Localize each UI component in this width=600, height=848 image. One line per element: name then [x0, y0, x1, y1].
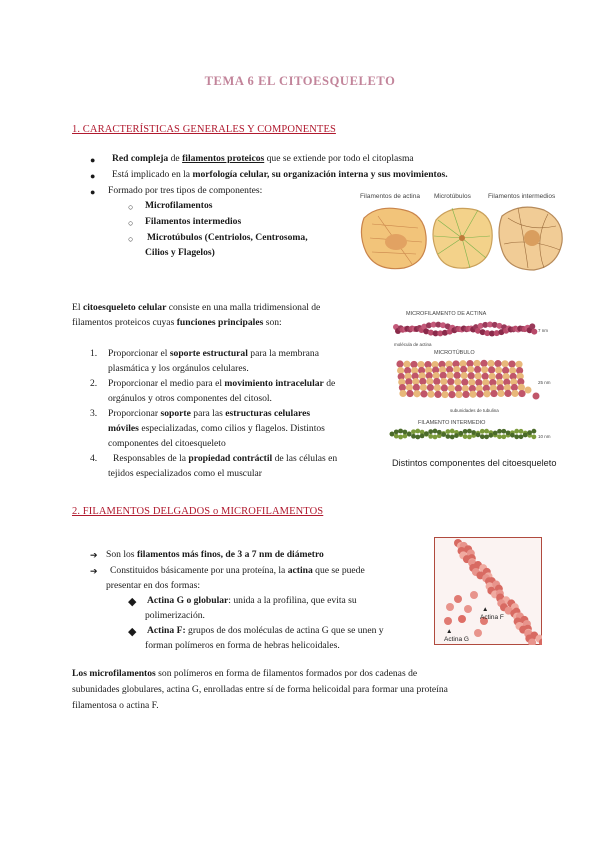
tubulin-subunit	[448, 391, 455, 398]
tubulin-subunit	[461, 372, 468, 379]
cell-types-figure	[358, 188, 566, 288]
list-item-1-cont: plasmática y los orgánulos celulares.	[108, 363, 249, 374]
tubulin-subunit	[525, 387, 532, 394]
intermediate-subunit	[450, 435, 455, 440]
intermediate-subunit	[411, 429, 416, 434]
intermediate-subunit	[532, 434, 537, 439]
list-item-3-cont2: componentes del citoesqueleto	[108, 438, 226, 449]
intermediate-subunit	[501, 429, 506, 434]
tubulin-subunit	[508, 360, 515, 367]
intermediate-subunit	[398, 435, 403, 440]
tubulin-subunit	[501, 360, 508, 367]
tubulin-subunit	[518, 384, 525, 391]
nucleus	[385, 234, 407, 250]
tubulin-subunit	[518, 390, 525, 397]
tubulin-subunit	[494, 360, 501, 367]
svg-text:subunidades de tubulina: subunidades de tubulina	[450, 408, 499, 413]
closing-paragraph-line2: subunidades globulares, actina G, enrolladas entre sí de forma helicoidal para formar una proteína	[72, 684, 448, 695]
list-item-1: Proporcionar el soporte estructural para la membrana	[108, 348, 319, 359]
tubulin-subunit	[427, 384, 434, 391]
intermediate-subunit	[450, 429, 455, 434]
tubulin-subunit	[441, 391, 448, 398]
tubulin-subunit	[440, 372, 447, 379]
bullet-icon: ●	[90, 187, 96, 197]
tubulin-subunit	[490, 390, 497, 397]
actin-bead	[529, 323, 535, 329]
intermediate-subunit	[420, 433, 425, 438]
tubulin-subunit	[427, 391, 434, 398]
list-number: 1.	[90, 348, 98, 359]
svg-text:▲: ▲	[482, 606, 489, 613]
closing-paragraph-line1: Los microfilamentos son polímeros en forma de filamentos formados por dos cadenas de	[72, 668, 418, 679]
svg-text:10 nm: 10 nm	[538, 434, 551, 439]
tubulin-subunit	[447, 372, 454, 379]
tubulin-subunit	[468, 372, 475, 379]
bullet-item-1: Red compleja de filamentos proteicos que se extiende por todo el citoplasma	[112, 153, 414, 164]
tubulin-subunit	[434, 391, 441, 398]
list-item-2-cont: orgánulos y otros componentes del citosol.	[108, 393, 272, 404]
sub-item-1: Microfilamentos	[145, 200, 213, 211]
tubulin-subunit	[441, 384, 448, 391]
intermediate-subunit	[403, 430, 408, 435]
intermediate-subunit	[514, 434, 519, 439]
tubulin-subunit	[413, 390, 420, 397]
intermediate-subunit	[394, 429, 399, 434]
intermediate-subunit	[506, 430, 511, 435]
tubulin-subunit	[469, 391, 476, 398]
circle-bullet-icon: ○	[128, 202, 134, 212]
circle-bullet-icon: ○	[128, 234, 134, 244]
tubulin-subunit	[476, 390, 483, 397]
tubulin-subunit	[467, 366, 474, 373]
tubulin-subunit	[420, 384, 427, 391]
tubulin-subunit	[448, 385, 455, 392]
intermediate-filament	[390, 429, 537, 440]
tubulin-subunit	[462, 391, 469, 398]
arrow-item-2: Constituidos básicamente por una proteína, la actina que se puede	[110, 565, 365, 576]
section2-heading: 2. FILAMENTOS DELGADOS o MICROFILAMENTOS	[72, 506, 324, 517]
intermediate-subunit	[390, 432, 395, 437]
figure-caption: Distintos componentes del citoesqueleto	[392, 458, 557, 468]
actin-filament	[393, 322, 537, 337]
sub-item-3-cont: Cilios y Flagelos)	[145, 247, 215, 258]
arrow-item-2-cont: presentar en dos formas:	[106, 580, 201, 591]
list-number: 4.	[90, 453, 98, 464]
tubulin-subunit	[475, 372, 482, 379]
tubulin-subunit	[473, 360, 480, 367]
actin-bead	[531, 329, 537, 335]
list-number: 2.	[90, 378, 98, 389]
intermediate-subunit	[415, 429, 420, 434]
svg-text:7 nm: 7 nm	[538, 328, 549, 333]
intermediate-subunit	[527, 430, 532, 435]
tubulin-subunit	[403, 361, 410, 368]
fig2-title-intermedio: FILAMENTO INTERMEDIO	[418, 420, 486, 426]
intermediate-subunit	[433, 435, 438, 440]
intermediate-subunit	[501, 434, 506, 439]
svg-text:▲: ▲	[446, 628, 453, 635]
tubulin-subunit	[533, 393, 540, 400]
intermediate-subunit	[510, 433, 515, 438]
intermediate-subunit	[471, 430, 476, 435]
list-item-3: Proporcionar soporte para las estructuras celulares	[108, 408, 311, 419]
tubulin-subunit	[502, 367, 509, 374]
tubulin-subunit	[399, 390, 406, 397]
diamond-item-2: Actina F: grupos de dos moléculas de actina G que se unen y	[147, 625, 384, 636]
diamond-item-1-cont: polimerización.	[145, 610, 205, 621]
intermediate-subunit	[489, 433, 494, 438]
intermediate-subunit	[493, 431, 498, 436]
list-item-2: Proporcionar el medio para el movimiento intracelular de	[108, 378, 336, 389]
intermediate-subunit	[428, 434, 433, 439]
tubulin-subunit	[474, 366, 481, 373]
arrow-item-1: Son los filamentos más finos, de 3 a 7 nm de diámetro	[106, 549, 324, 560]
circle-bullet-icon: ○	[128, 218, 134, 228]
svg-text:25 nm: 25 nm	[538, 380, 551, 385]
intermediate-subunit	[454, 433, 459, 438]
intermediate-subunit	[446, 429, 451, 434]
tubulin-subunit	[497, 390, 504, 397]
tubulin-subunit	[455, 385, 462, 392]
tubulin-subunit	[406, 390, 413, 397]
tubulin-subunit	[460, 366, 467, 373]
bullet-icon: ●	[90, 155, 96, 165]
fig-label-actina: Filamentos de actina	[360, 193, 420, 200]
intermediate-subunit	[415, 435, 420, 440]
microtubule	[396, 360, 539, 400]
intermediate-subunit	[467, 429, 472, 434]
list-number: 3.	[90, 408, 98, 419]
intermediate-subunit	[428, 429, 433, 434]
tubulin-subunit	[433, 378, 440, 385]
tubulin-subunit	[410, 361, 417, 368]
intermediate-subunit	[441, 432, 446, 437]
fig2-title-actina: MICROFILAMENTO DE ACTINA	[406, 311, 487, 317]
intermediate-subunit	[497, 434, 502, 439]
diamond-item-1: Actina G o globular: unida a la profilina, que evita su	[147, 595, 357, 606]
tubulin-subunit	[504, 390, 511, 397]
intermediate-subunit	[394, 434, 399, 439]
tubulin-subunit	[440, 378, 447, 385]
intermediate-subunit	[532, 429, 537, 434]
intermediate-subunit	[519, 429, 524, 434]
svg-text:Actina F: Actina F	[480, 614, 504, 621]
tubulin-subunit	[447, 378, 454, 385]
tubulin-subunit	[481, 366, 488, 373]
intermediate-subunit	[437, 430, 442, 435]
intermediate-subunit	[523, 433, 528, 438]
tubulin-subunit	[454, 378, 461, 385]
tubulin-subunit	[488, 366, 495, 373]
diamond-bullet-icon: ◆	[128, 596, 137, 608]
intermediate-subunit	[484, 434, 489, 439]
tubulin-subunit	[426, 378, 433, 385]
svg-text:Actina G: Actina G	[444, 636, 469, 643]
svg-text:molécula de actina: molécula de actina	[394, 342, 432, 347]
arrow-bullet-icon: ➔	[90, 566, 98, 576]
intermediate-subunit	[480, 429, 485, 434]
intermediate-subunit	[484, 429, 489, 434]
tubulin-subunit	[455, 391, 462, 398]
intro-paragraph-line2: filamentos proteicos cuyas funciones principales son:	[72, 317, 282, 328]
intermediate-subunit	[480, 434, 485, 439]
closing-paragraph-line3: filamentosa o actina F.	[72, 700, 159, 711]
intermediate-subunit	[514, 429, 519, 434]
tubulin-subunit	[495, 367, 502, 374]
tubulin-subunit	[480, 360, 487, 367]
tubulin-subunit	[434, 384, 441, 391]
intro-paragraph-line1: El citoesqueleto celular consiste en una malla tridimensional de	[72, 302, 321, 313]
sub-item-3: Microtúbulos (Centriolos, Centrosoma,	[147, 232, 308, 243]
intermediate-subunit	[407, 432, 412, 437]
fig-label-microtubulos: Microtúbulos	[434, 193, 471, 200]
tubulin-subunit	[420, 390, 427, 397]
intermediate-subunit	[476, 432, 481, 437]
tubulin-subunit	[489, 373, 496, 380]
cytoskeleton-components-figure	[388, 308, 568, 452]
sub-item-2: Filamentos intermedios	[145, 216, 242, 227]
diamond-bullet-icon: ◆	[128, 626, 137, 638]
intermediate-subunit	[463, 434, 468, 439]
list-item-4: Responsables de la propiedad contráctil de las células en	[113, 453, 338, 464]
intermediate-subunit	[433, 429, 438, 434]
intermediate-subunit	[446, 434, 451, 439]
fig-label-intermedios: Filamentos intermedios	[488, 193, 556, 200]
intermediate-subunit	[411, 434, 416, 439]
intermediate-subunit	[398, 429, 403, 434]
intermediate-subunit	[467, 434, 472, 439]
section1-heading: 1. CARACTERÍSTICAS GENERALES Y COMPONENTES	[72, 124, 336, 135]
list-item-4-cont: tejidos especializados como el muscular	[108, 468, 262, 479]
bullet-icon: ●	[90, 171, 96, 181]
tubulin-subunit	[406, 384, 413, 391]
tubulin-subunit	[468, 379, 475, 386]
diamond-item-2-cont: forman polímeros en forma de hebras helicoidales.	[145, 640, 340, 651]
fig2-title-microtubulo: MICROTÚBULO	[434, 350, 475, 356]
tubulin-subunit	[461, 379, 468, 386]
intermediate-subunit	[463, 429, 468, 434]
list-item-3-cont: móviles especializadas, como cilios y flagelos. Distintos	[108, 423, 325, 434]
tubulin-subunit	[483, 390, 490, 397]
bullet-item-3: Formado por tres tipos de componentes:	[108, 185, 263, 196]
intermediate-subunit	[424, 431, 429, 436]
intermediate-subunit	[519, 434, 524, 439]
actin-f-figure	[434, 537, 542, 645]
intermediate-subunit	[497, 429, 502, 434]
intermediate-subunit	[458, 431, 463, 436]
tubulin-subunit	[396, 360, 403, 367]
tubulin-subunit	[511, 390, 518, 397]
arrow-bullet-icon: ➔	[90, 550, 98, 560]
tubulin-subunit	[413, 384, 420, 391]
tubulin-subunit	[454, 372, 461, 379]
tubulin-subunit	[515, 361, 522, 368]
page-title: TEMA 6 EL CITOESQUELETO	[204, 74, 396, 88]
tubulin-subunit	[482, 373, 489, 380]
bullet-item-2: Está implicado en la morfología celular, su organización interna y sus movimientos.	[112, 169, 448, 180]
tubulin-subunit	[487, 360, 494, 367]
